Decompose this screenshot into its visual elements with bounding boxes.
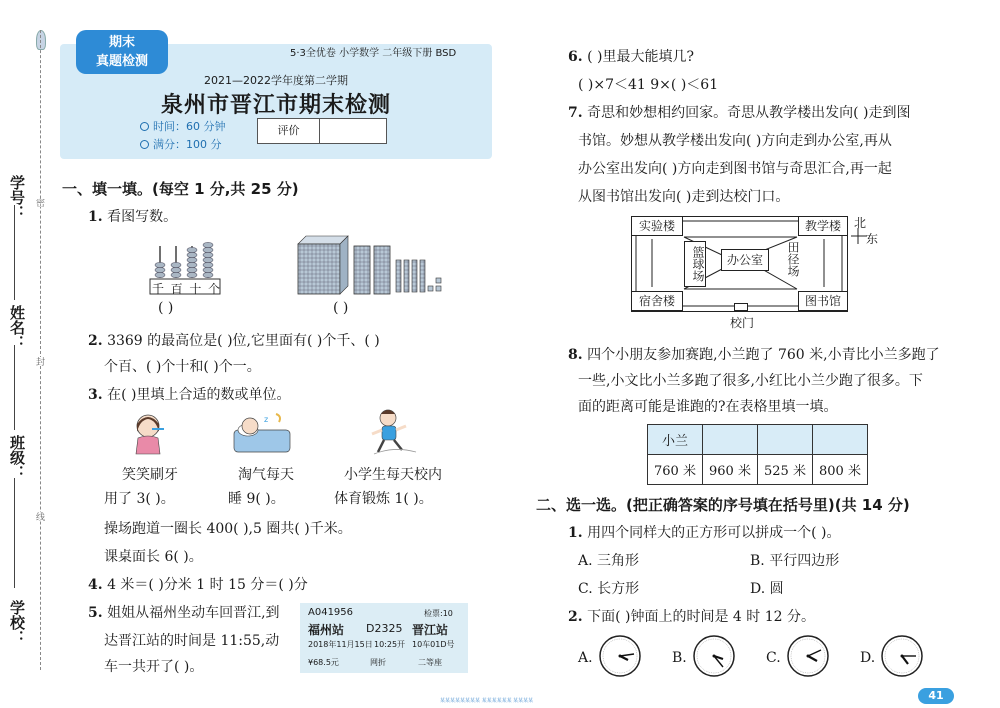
binding-margin	[0, 0, 50, 708]
badge-line: 真题检测	[95, 54, 148, 69]
train-ticket	[300, 603, 468, 673]
table-cell: 525 米	[758, 455, 813, 485]
check-icon	[140, 140, 149, 149]
question-text: 姐姐从福州坐动车回晋江,到	[107, 605, 280, 621]
question-3	[88, 384, 290, 404]
question-number: 5.	[88, 605, 103, 621]
fill-blank[interactable]: 课桌面长 6( )。	[104, 549, 203, 565]
campus-map	[631, 216, 848, 312]
map-track-field: 田径场	[786, 241, 800, 277]
question-text: 一些,小文比小兰多跑了很多,小红比小兰少跑了很多。下	[578, 373, 923, 389]
question-number: 7.	[568, 105, 583, 121]
abacus-labels	[152, 280, 220, 297]
clock-icon	[140, 122, 149, 131]
table-cell-blank[interactable]	[813, 425, 868, 455]
clock-face-icon	[598, 634, 642, 678]
question-text: 3369 的最高位是( )位,它里面有( )个千、( )	[107, 333, 380, 349]
map-teaching-building: 教学楼	[798, 216, 848, 236]
caption: 小学生每天校内	[344, 467, 442, 483]
map-office: 办公室	[721, 249, 769, 271]
question-text[interactable]: 4 米＝( )分米 1 时 15 分＝( )分	[107, 577, 308, 593]
table-cell: 800 米	[813, 455, 868, 485]
option-d[interactable]: D. 圆	[750, 581, 784, 597]
score-text: 满分：100 分	[153, 138, 222, 151]
section-heading: 一、填一填。(每空 1 分,共 25 分)	[62, 180, 299, 198]
ticket-class: 二等座	[418, 658, 442, 667]
table-cell: 小兰	[648, 425, 703, 455]
fill-blank[interactable]: 用了 3( )。	[104, 491, 175, 507]
answer-blank[interactable]: ( )	[158, 300, 174, 316]
abacus-label: 十	[189, 282, 202, 296]
seal-mark: 封	[34, 357, 44, 366]
fill-blank[interactable]: 车一共开了( )。	[104, 659, 204, 675]
seal-mark: 密	[34, 198, 44, 207]
question-number: 1.	[568, 525, 583, 541]
map-library: 图书馆	[798, 291, 848, 311]
compass-east: 东	[866, 232, 879, 246]
question-number: 6.	[568, 49, 583, 65]
svg-text:z: z	[264, 415, 269, 424]
map-gate-box	[734, 303, 748, 311]
ticket-from: 福州站	[308, 623, 345, 637]
name-blank[interactable]	[14, 345, 15, 430]
table-cell-blank[interactable]	[758, 425, 813, 455]
distance-table	[647, 424, 868, 485]
section-heading: 二、选一选。(把正确答案的序号填在括号里)(共 14 分)	[536, 496, 910, 514]
question-text: 个百、( )个十和( )个一。	[104, 359, 261, 375]
option-a[interactable]: A. 三角形	[578, 553, 640, 569]
choice-question-1	[568, 522, 840, 542]
question-text[interactable]: 办公室出发向( )方向走到图书馆与奇思汇合,再一起	[578, 161, 892, 177]
question-number: 8.	[568, 347, 583, 363]
ticket-train: D2325	[366, 622, 403, 635]
page-number: 41	[918, 688, 954, 704]
table-row	[648, 455, 868, 485]
clock-face-icon	[692, 634, 736, 678]
question-number: 4.	[88, 577, 103, 593]
fill-blank[interactable]: 体育锻炼 1( )。	[334, 491, 433, 507]
question-number: 3.	[88, 387, 103, 403]
school-year: 2021—2022学年度第二学期	[204, 74, 348, 87]
question-number: 2.	[88, 333, 103, 349]
name-label: 姓名：	[8, 305, 26, 350]
question-text: 看图写数。	[107, 209, 178, 225]
clock-option-label[interactable]: A.	[578, 650, 593, 666]
table-cell: 760 米	[648, 455, 703, 485]
abacus-label: 千	[152, 282, 165, 296]
question-5	[88, 602, 280, 622]
question-2	[88, 330, 380, 350]
map-gate-label: 校门	[730, 316, 755, 330]
caption: 笑笑刷牙	[122, 467, 178, 483]
question-text[interactable]: 用四个同样大的正方形可以拼成一个( )。	[587, 525, 841, 541]
clock-face-icon	[786, 634, 830, 678]
fill-blank[interactable]: 睡 9( )。	[228, 491, 285, 507]
map-dormitory: 宿舍楼	[631, 291, 683, 311]
cut-line	[40, 30, 41, 670]
exam-badge	[76, 30, 168, 74]
class-label: 班级：	[8, 435, 26, 480]
time-limit	[140, 118, 226, 134]
option-c[interactable]: C. 长方形	[578, 581, 640, 597]
question-7	[568, 102, 910, 122]
clock-face-icon	[880, 634, 924, 678]
time-text: 时间：60 分钟	[153, 120, 226, 133]
question-8	[568, 344, 940, 364]
student-id-label: 学号：	[8, 175, 26, 220]
full-score	[140, 136, 222, 152]
class-blank[interactable]	[14, 478, 15, 588]
ticket-seat: 10车01D号	[412, 640, 455, 649]
question-text[interactable]: 下面( )钟面上的时间是 4 时 12 分。	[587, 609, 815, 625]
evaluation-box	[257, 118, 387, 144]
footer-text: 某某某某某某某某 某某某某某某 某某某某	[440, 698, 534, 704]
ticket-price: ¥68.5元	[308, 658, 339, 667]
abacus-label: 个	[207, 282, 220, 296]
table-row	[648, 425, 868, 455]
ticket-gate: 检票:10	[424, 609, 453, 618]
seal-mark: 线	[34, 512, 44, 521]
compass-north: 北	[854, 216, 867, 230]
question-text: ( )里最大能填几?	[587, 49, 694, 65]
ticket-discount: 网折	[370, 658, 386, 667]
choice-question-2	[568, 606, 815, 626]
rocket-icon	[36, 30, 46, 50]
fill-blank[interactable]: 操场跑道一圈长 400( ),5 圈共( )千米。	[104, 521, 352, 537]
ticket-to: 晋江站	[412, 623, 449, 637]
clock-option-label[interactable]: D.	[860, 650, 876, 666]
fill-blank[interactable]: ( )×7＜41 9×( )＜61	[578, 77, 719, 93]
question-4	[88, 574, 308, 594]
ticket-time: 10:25开	[374, 640, 406, 649]
question-6	[568, 46, 694, 66]
question-1	[88, 206, 177, 226]
badge-line: 期末	[108, 35, 135, 50]
question-text[interactable]: 书馆。妙想从教学楼出发向( )方向走到办公室,再从	[578, 133, 892, 149]
question-number: 2.	[568, 609, 583, 625]
eval-label: 评价	[258, 119, 320, 143]
table-cell-blank[interactable]	[703, 425, 758, 455]
page-title: 泉州市晋江市期末检测	[160, 93, 391, 118]
abacus-label: 百	[170, 282, 183, 296]
ticket-serial: A041956	[308, 607, 354, 618]
school-label: 学校：	[8, 600, 26, 645]
clock-option-label[interactable]: B.	[672, 650, 687, 666]
question-text: 达晋江站的时间是 11:55,动	[104, 633, 280, 649]
table-cell: 960 米	[703, 455, 758, 485]
student-running-illustration	[368, 408, 418, 456]
caption: 淘气每天	[238, 467, 294, 483]
question-text[interactable]: 从图书馆出发向( )走到达校门口。	[578, 189, 790, 205]
option-b[interactable]: B. 平行四边形	[750, 553, 840, 569]
ticket-date: 2018年11月15日	[308, 640, 373, 649]
answer-blank[interactable]: ( )	[333, 300, 349, 316]
question-number: 1.	[88, 209, 103, 225]
series-label: 5·3全优卷 小学数学 二年级下册 BSD	[290, 48, 457, 59]
girl-brushing-illustration	[126, 410, 170, 456]
question-text: 面的距离可能是谁跑的?在表格里填一填。	[578, 399, 838, 415]
base-ten-blocks-figure	[296, 234, 448, 298]
question-text: 四个小朋友参加赛跑,小兰跑了 760 米,小青比小兰多跑了	[587, 347, 940, 363]
clock-option-label[interactable]: C.	[766, 650, 781, 666]
student-id-blank[interactable]	[14, 205, 15, 300]
map-basketball-court: 篮球场	[684, 241, 706, 287]
child-sleeping-illustration	[232, 410, 294, 456]
question-text[interactable]: 奇思和妙想相约回家。奇思从教学楼出发向( )走到图	[587, 105, 911, 121]
map-lab: 实验楼	[631, 216, 683, 236]
question-text: 在( )里填上合适的数或单位。	[107, 387, 291, 403]
